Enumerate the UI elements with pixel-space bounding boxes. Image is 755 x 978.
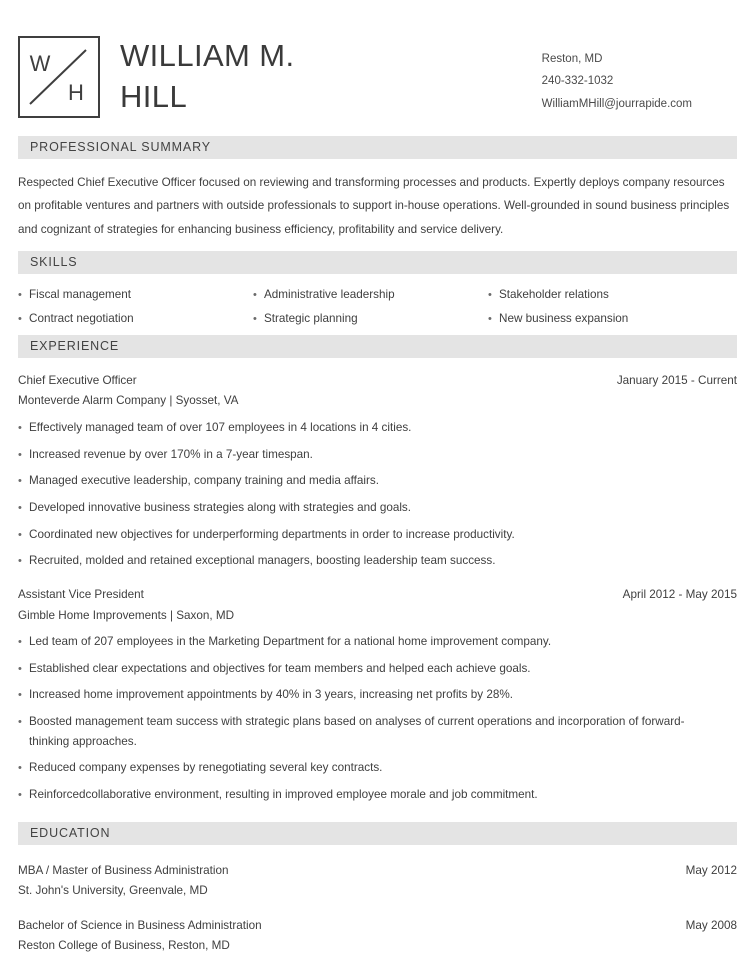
- skills-list: [18, 274, 737, 335]
- list-item: [18, 494, 737, 521]
- section-heading-education: EDUCATION: [18, 822, 737, 845]
- education-entry: [18, 902, 737, 956]
- skill-label: Stakeholder relations: [499, 288, 609, 302]
- bullet-text: Managed executive leadership, company training and media affairs.: [29, 474, 379, 488]
- list-item: [18, 521, 737, 548]
- bullet-icon: •: [253, 313, 257, 326]
- bullet-icon: •: [18, 421, 22, 434]
- education-entry-header: [18, 916, 737, 936]
- bullet-text: Increased revenue by over 170% in a 7-year timespan.: [29, 447, 313, 461]
- section-heading-summary: PROFESSIONAL SUMMARY: [18, 136, 737, 159]
- bullet-text: Established clear expectations and objectives for team members and helped each achieve goals.: [29, 661, 531, 675]
- bullet-icon: •: [488, 313, 492, 326]
- bullet-text: Increased home improvement appointments by 40% in 3 years, increasing net profits by 28%.: [29, 688, 513, 702]
- bullet-icon: •: [18, 689, 22, 702]
- job-date: January 2015 - Current: [616, 374, 737, 388]
- contact-info: [542, 34, 737, 115]
- list-item: [18, 709, 737, 755]
- page-title: WILLIAM M. HILL: [120, 38, 295, 114]
- job-organization: Gimble Home Improvements | Saxon, MD: [18, 608, 235, 622]
- monogram-bottom-letter: H: [68, 80, 84, 105]
- skill-label: Strategic planning: [264, 312, 358, 326]
- bullet-text: Coordinated new objectives for underperforming departments in order to increase productivity.: [29, 527, 515, 541]
- degree-date: May 2008: [685, 918, 737, 932]
- experience-entry: [18, 358, 737, 574]
- bullet-text: Developed innovative business strategies along with strategies and goals.: [29, 500, 412, 514]
- skill-label: Administrative leadership: [264, 288, 395, 302]
- experience-entry-header: [18, 585, 737, 605]
- bullet-icon: •: [18, 313, 22, 326]
- bullet-icon: •: [253, 289, 257, 302]
- list-item: [253, 312, 488, 325]
- bullet-icon: •: [18, 636, 22, 649]
- job-title: Assistant Vice President: [18, 588, 144, 602]
- list-item: [18, 655, 737, 682]
- education-entry: [18, 845, 737, 901]
- education-list: [18, 845, 737, 956]
- list-item: [488, 288, 737, 301]
- identity-block: [18, 34, 370, 118]
- contact-phone: 240-332-1032: [541, 75, 614, 88]
- school-name: St. John's University, Greenvale, MD: [18, 884, 208, 898]
- job-bullets: [18, 413, 737, 574]
- list-item: [488, 312, 737, 325]
- list-item: [18, 548, 737, 575]
- list-item: [18, 288, 253, 301]
- job-date: April 2012 - May 2015: [622, 588, 737, 602]
- monogram-top-letter: W: [29, 51, 51, 76]
- bullet-icon: •: [18, 289, 22, 302]
- contact-location: Reston, MD: [541, 53, 603, 65]
- education-entry-header: [18, 861, 737, 881]
- list-item: [18, 441, 737, 468]
- list-item: [18, 312, 253, 325]
- experience-entry-header: [18, 371, 737, 391]
- bullet-icon: •: [488, 289, 492, 302]
- bullet-text: Reduced company expenses by renegotiating several key contracts.: [29, 761, 383, 775]
- bullet-text: Effectively managed team of over 107 employees in 4 locations in 4 cities.: [29, 420, 412, 434]
- bullet-icon: •: [18, 762, 22, 775]
- list-item: [18, 629, 737, 656]
- section-heading-skills: SKILLS: [18, 251, 737, 274]
- degree-title: Bachelor of Science in Business Administration: [18, 918, 262, 932]
- bullet-icon: •: [18, 501, 22, 514]
- bullet-icon: •: [18, 555, 22, 568]
- list-item: [18, 782, 737, 809]
- skill-label: Contract negotiation: [29, 312, 134, 326]
- bullet-text: Recruited, molded and retained exceptional managers, boosting leadership team success.: [29, 554, 496, 568]
- job-title: Chief Executive Officer: [18, 374, 137, 388]
- bullet-text: Reinforcedcollaborative environment, resulting in improved employee morale and job commitment.: [29, 788, 538, 802]
- job-bullets: [18, 628, 737, 809]
- resume-header: [18, 0, 737, 136]
- name-block: [120, 34, 370, 118]
- list-item: [253, 288, 488, 301]
- school-name: Reston College of Business, Reston, MD: [18, 938, 230, 952]
- contact-email: WilliamMHill@jourrapide.com: [541, 97, 692, 110]
- list-item: [18, 414, 737, 441]
- bullet-icon: •: [18, 789, 22, 802]
- degree-date: May 2012: [685, 864, 737, 878]
- skill-label: New business expansion: [499, 312, 629, 326]
- list-item: [18, 755, 737, 782]
- summary-text: Respected Chief Executive Officer focused on reviewing and transforming processes and products. Expertly deploys company resources on profitable ventures and partners with outside professionals to support in-house operations. Well-grounded in sound business principles and cognizant of strategies for enhancing business efficiency, profitability and service delivery.: [18, 176, 730, 236]
- monogram-logo: [18, 36, 100, 118]
- bullet-text: Led team of 207 employees in the Marketing Department for a national home improvement company.: [29, 635, 552, 649]
- experience-list: [18, 358, 737, 812]
- bullet-icon: •: [18, 528, 22, 541]
- bullet-icon: •: [18, 662, 22, 675]
- degree-title: MBA / Master of Business Administration: [18, 864, 229, 878]
- experience-entry: [18, 574, 737, 808]
- bullet-text: Boosted management team success with strategic plans based on analyses of current operations and incorporation of forward-thinking approaches.: [29, 715, 685, 748]
- bullet-icon: •: [18, 448, 22, 461]
- bullet-icon: •: [18, 716, 22, 729]
- job-organization: Monteverde Alarm Company | Syosset, VA: [18, 394, 239, 408]
- list-item: [18, 468, 737, 495]
- spacer: [18, 812, 737, 822]
- bullet-icon: •: [18, 475, 22, 488]
- list-item: [18, 682, 737, 709]
- section-heading-experience: EXPERIENCE: [18, 335, 737, 358]
- skill-label: Fiscal management: [29, 288, 131, 302]
